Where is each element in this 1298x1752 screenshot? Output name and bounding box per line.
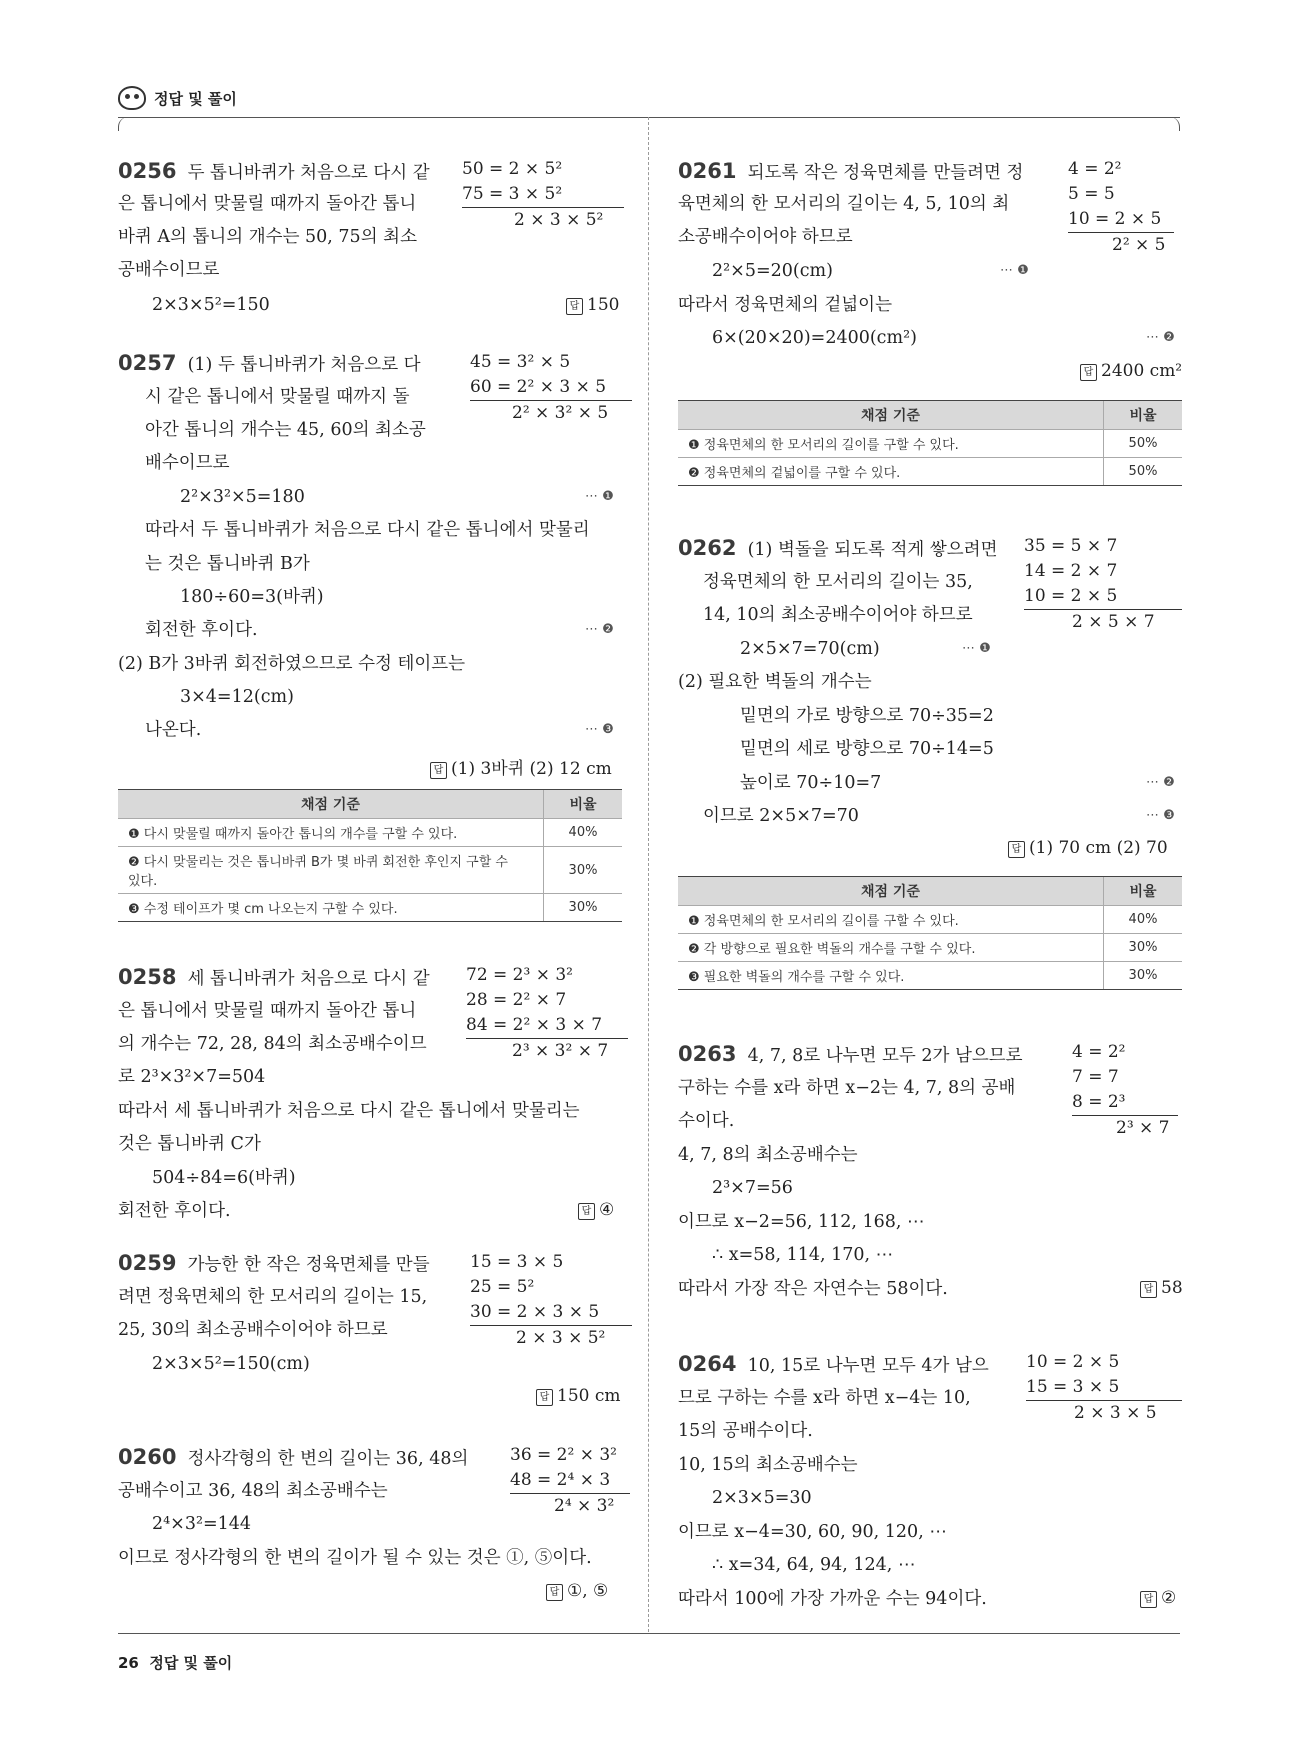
answer: 답 (1) 3바퀴 (2) 12 cm xyxy=(430,754,612,779)
line: ∴ x=34, 64, 94, 124, ⋯ xyxy=(712,1555,916,1575)
line: 2²×3²×5=180 xyxy=(180,487,305,507)
line: 공배수이므로 xyxy=(118,260,220,280)
line: 따라서 100에 가장 가까운 수는 94이다. xyxy=(678,1589,987,1609)
line: 배수이므로 xyxy=(145,453,230,473)
line: 수이다. xyxy=(678,1111,735,1131)
line: 이므로 x−2=56, 112, 168, ⋯ xyxy=(678,1212,925,1232)
problem-number: 0257 xyxy=(118,351,177,375)
mascot-icon xyxy=(118,86,146,110)
line: 육면체의 한 모서리의 길이는 4, 5, 10의 최 xyxy=(678,194,1010,214)
factorization: 36 = 2² × 3² 48 = 2⁴ × 3 2⁴ × 3² xyxy=(510,1443,630,1519)
factorization: 35 = 5 × 7 14 = 2 × 7 10 = 2 × 5 2 × 5 × 7 xyxy=(1024,534,1182,635)
line: 2×3×5²=150(cm) xyxy=(152,1354,310,1374)
line: 0264 10, 15로 나누면 모두 4가 남으 xyxy=(678,1352,989,1376)
line: 2×5×7=70(cm) xyxy=(740,639,880,659)
table-header: 비율 xyxy=(544,790,623,819)
line: 은 톱니에서 맞물릴 때까지 돌아간 톱니 xyxy=(118,1001,417,1021)
answer-mark-icon: 답 xyxy=(578,1203,595,1220)
problem-number: 0262 xyxy=(678,536,737,560)
answer-mark-icon: 답 xyxy=(536,1389,553,1406)
line: 따라서 두 톱니바퀴가 처음으로 다시 같은 톱니에서 맞물리 xyxy=(145,520,590,540)
line: 6×(20×20)=2400(cm²) xyxy=(712,328,917,348)
answer-mark-icon: 답 xyxy=(1140,1281,1157,1298)
line: 바퀴 A의 톱니의 개수는 50, 75의 최소 xyxy=(118,227,417,247)
answer: 답 58 xyxy=(1140,1278,1183,1298)
line: (2) B가 3바퀴 회전하였으므로 수정 테이프는 xyxy=(118,654,466,674)
step-marker: ⋯ ❷ xyxy=(585,622,614,637)
line: 아간 톱니의 개수는 45, 60의 최소공 xyxy=(145,420,426,440)
factorization: 10 = 2 × 5 15 = 3 × 5 2 × 3 × 5 xyxy=(1026,1350,1182,1426)
line: 시 같은 톱니에서 맞물릴 때까지 돌 xyxy=(145,387,410,407)
column-divider xyxy=(648,117,649,1632)
line: 은 톱니에서 맞물릴 때까지 돌아간 톱니 xyxy=(118,194,417,214)
problem-number: 0263 xyxy=(678,1042,737,1066)
answer: 답 ④ xyxy=(578,1200,614,1220)
line: 10, 15의 최소공배수는 xyxy=(678,1455,858,1475)
line: 0261 되도록 작은 정육면체를 만들려면 정 xyxy=(678,159,1024,183)
line: 로 2³×3²×7=504 xyxy=(118,1067,266,1087)
factorization: 50 = 2 × 5² 75 = 3 × 5² 2 × 3 × 5² xyxy=(462,157,624,233)
problem-number: 0256 xyxy=(118,159,177,183)
problem-number: 0259 xyxy=(118,1251,177,1275)
factorization: 4 = 2² 5 = 5 10 = 2 × 5 2² × 5 xyxy=(1068,157,1174,258)
line: 높이로 70÷10=7 xyxy=(740,773,882,793)
table-row: ❶ 다시 맞물릴 때까지 돌아간 톱니의 개수를 구할 수 있다. 40% xyxy=(118,819,622,847)
line: 이므로 2×5×7=70 xyxy=(703,806,859,826)
line: 0256 두 톱니바퀴가 처음으로 다시 같 xyxy=(118,159,430,183)
step-marker: ⋯ ❷ xyxy=(1146,330,1175,345)
line: 0257 (1) 두 톱니바퀴가 처음으로 다 xyxy=(118,351,421,375)
step-marker: ⋯ ❷ xyxy=(1146,775,1175,790)
page-number: 26 xyxy=(118,1654,139,1672)
table-row: ❷ 다시 맞물리는 것은 톱니바퀴 B가 몇 바퀴 회전한 후인지 구할 수 있다. 30% xyxy=(118,847,622,894)
line: 정육면체의 한 모서리의 길이는 35, xyxy=(703,572,973,592)
line: 0258 세 톱니바퀴가 처음으로 다시 같 xyxy=(118,965,430,989)
line: 2×3×5²=150 xyxy=(152,295,270,315)
answer: 답 150 cm xyxy=(536,1386,621,1406)
line: 3×4=12(cm) xyxy=(180,687,294,707)
factorization: 15 = 3 × 5 25 = 5² 30 = 2 × 3 × 5 2 × 3 × 5² xyxy=(470,1250,632,1351)
line: 2³×7=56 xyxy=(712,1178,793,1198)
line: 이므로 x−4=30, 60, 90, 120, ⋯ xyxy=(678,1522,947,1542)
line: 밑면의 가로 방향으로 70÷35=2 xyxy=(740,706,994,726)
line: 따라서 세 톱니바퀴가 처음으로 다시 같은 톱니에서 맞물리는 xyxy=(118,1101,580,1121)
line: 15의 공배수이다. xyxy=(678,1421,813,1441)
line: 25, 30의 최소공배수이어야 하므로 xyxy=(118,1320,388,1340)
answer: 답 ①, ⑤ xyxy=(546,1581,608,1601)
grading-table xyxy=(118,789,622,922)
line: 는 것은 톱니바퀴 B가 xyxy=(145,554,310,574)
line: 14, 10의 최소공배수이어야 하므로 xyxy=(703,605,973,625)
line: 0263 4, 7, 8로 나누면 모두 2가 남으므로 xyxy=(678,1042,1023,1066)
answer: 답 ② xyxy=(1140,1588,1176,1608)
line: 소공배수이어야 하므로 xyxy=(678,227,853,247)
factorization: 72 = 2³ × 3² 28 = 2² × 7 84 = 2² × 3 × 7 2³ × 3² × 7 xyxy=(466,963,628,1064)
page-footer xyxy=(118,1652,232,1673)
table-row: ❶ 정육면체의 한 모서리의 길이를 구할 수 있다. 50% xyxy=(678,430,1182,458)
answer-mark-icon: 답 xyxy=(1080,364,1097,381)
line: 0259 가능한 한 작은 정육면체를 만들 xyxy=(118,1251,430,1275)
factorization: 4 = 2² 7 = 7 8 = 2³ 2³ × 7 xyxy=(1072,1040,1178,1141)
answer-mark-icon: 답 xyxy=(546,1584,563,1601)
problem-number: 0261 xyxy=(678,159,737,183)
answer-mark-icon: 답 xyxy=(1140,1591,1157,1608)
answer-mark-icon: 답 xyxy=(1008,841,1025,858)
line: 회전한 후이다. xyxy=(118,1201,231,1221)
step-marker: ⋯ ❶ xyxy=(1000,263,1029,278)
line: 공배수이고 36, 48의 최소공배수는 xyxy=(118,1481,388,1501)
answer: 답 (1) 70 cm (2) 70 xyxy=(1008,838,1168,858)
table-header: 채점 기준 xyxy=(118,790,544,819)
top-frame xyxy=(118,117,1180,132)
line: 0260 정사각형의 한 변의 길이는 36, 48의 xyxy=(118,1445,469,1469)
step-marker: ⋯ ❸ xyxy=(1146,808,1175,823)
line: 180÷60=3(바퀴) xyxy=(180,587,324,607)
line: 따라서 가장 작은 자연수는 58이다. xyxy=(678,1279,948,1299)
table-row: ❸ 필요한 벽돌의 개수를 구할 수 있다. 30% xyxy=(678,962,1182,990)
grading-table xyxy=(678,400,1182,486)
bottom-rule xyxy=(118,1633,1180,1634)
line: 4, 7, 8의 최소공배수는 xyxy=(678,1145,858,1165)
table-header: 채점 기준 xyxy=(678,877,1104,906)
line: 의 개수는 72, 28, 84의 최소공배수이므 xyxy=(118,1034,427,1054)
page-header xyxy=(118,86,237,110)
answer: 답 150 xyxy=(566,295,619,315)
table-row: ❶ 정육면체의 한 모서리의 길이를 구할 수 있다. 40% xyxy=(678,906,1182,934)
answer-mark-icon: 답 xyxy=(430,762,447,779)
problem-number: 0258 xyxy=(118,965,177,989)
line: 504÷84=6(바퀴) xyxy=(152,1168,296,1188)
line: 구하는 수를 x라 하면 x−2는 4, 7, 8의 공배 xyxy=(678,1078,1016,1098)
footer-title: 정답 및 풀이 xyxy=(149,1654,233,1672)
line: 려면 정육면체의 한 모서리의 길이는 15, xyxy=(118,1287,428,1307)
step-marker: ⋯ ❶ xyxy=(962,641,991,656)
factorization: 45 = 3² × 5 60 = 2² × 3 × 5 2² × 3² × 5 xyxy=(470,350,632,426)
table-row: ❷ 각 방향으로 필요한 벽돌의 개수를 구할 수 있다. 30% xyxy=(678,934,1182,962)
line: 나온다. xyxy=(145,720,202,740)
table-header: 비율 xyxy=(1104,401,1183,430)
line: (2) 필요한 벽돌의 개수는 xyxy=(678,672,872,692)
line: 므로 구하는 수를 x라 하면 x−4는 10, xyxy=(678,1388,971,1408)
problem-number: 0264 xyxy=(678,1352,737,1376)
table-row: ❸ 수정 테이프가 몇 cm 나오는지 구할 수 있다. 30% xyxy=(118,894,622,922)
table-row: ❷ 정육면체의 겉넓이를 구할 수 있다. 50% xyxy=(678,458,1182,486)
table-header: 채점 기준 xyxy=(678,401,1104,430)
line: 2×3×5=30 xyxy=(712,1488,812,1508)
line: 밑면의 세로 방향으로 70÷14=5 xyxy=(740,739,994,759)
step-marker: ⋯ ❶ xyxy=(585,489,614,504)
answer-mark-icon: 답 xyxy=(566,298,583,315)
line: 것은 톱니바퀴 C가 xyxy=(118,1134,261,1154)
header-title: 정답 및 풀이 xyxy=(154,89,237,108)
line: 2²×5=20(cm) xyxy=(712,261,833,281)
line: ∴ x=58, 114, 170, ⋯ xyxy=(712,1245,894,1265)
line: 회전한 후이다. xyxy=(145,620,258,640)
line: 이므로 정사각형의 한 변의 길이가 될 수 있는 것은 ①, ⑤이다. xyxy=(118,1548,592,1568)
table-header: 비율 xyxy=(1104,877,1183,906)
answer: 답 2400 cm² xyxy=(1080,361,1182,381)
grading-table xyxy=(678,876,1182,990)
line: 2⁴×3²=144 xyxy=(152,1514,252,1534)
line: 따라서 정육면체의 겉넓이는 xyxy=(678,295,892,315)
line: 0262 (1) 벽돌을 되도록 적게 쌓으려면 xyxy=(678,536,998,560)
problem-number: 0260 xyxy=(118,1445,177,1469)
step-marker: ⋯ ❸ xyxy=(585,722,614,737)
